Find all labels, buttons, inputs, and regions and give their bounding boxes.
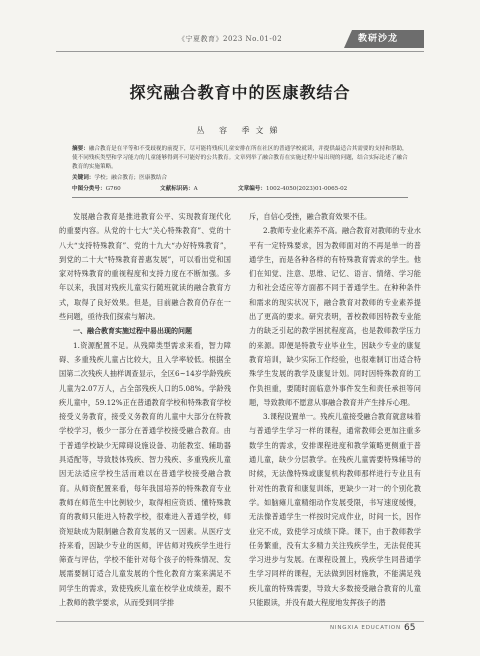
page-footer [0,621,480,635]
body-column-left [59,210,231,610]
body-paragraph: 2.教师专业化素养不高。融合教育对教师的专业水平有一定特殊要求，因为教师面对的不再是单一的普通学生，而是各种各样的有特殊教育需求的学生。他们在知觉、注意、思维、记忆、语言、情绪、学习能力和社会适应等方面都不同于普通学生。在种种条件和需求的现实状况下，融合教育对教师的专业素养提出了更高的要求。研究表明，普校教师因特教专业能力的缺乏引起的教学困扰程度高，也是教师教学压力的来源。即便是特教专业毕业生，因缺少专业的康复教育培训，缺少实际工作经验，也很难制订出适合特殊学生发展的教学及康复计划。同时因特殊教育的工作负担重，要随时面临意外事件发生和责任承担等问题，导致教师不愿意从事融合教育并产生排斥心理。 [249,226,421,407]
article-meta [72,184,408,192]
article-authors: 丛 容 季文娣 [196,126,284,135]
body-paragraph: 斥，自信心受挫，融合教育效果不佳。 [249,212,372,221]
article-number: 文章编号：1002-4050(2023)01-0065-02 [238,186,348,192]
keywords [72,173,408,181]
abstract-text: 融合教育是在平等和不受歧视的前提下，尽可能将残疾儿童安排在所在社区的普通学校就读，并提供最适合其需要的支持和帮助，使不同残疾类型和学习能力的儿童能够得到不可能好的公共教育。文章列举了融合教育在实施过程中易出现的问题，结合实际论述了融合教育的实施策略。 [72,146,408,170]
article-title: 探究融合教育中的医康教结合 [129,83,351,102]
abstract [72,145,408,172]
abstract-label: 摘要： [72,146,89,152]
meta-rule [72,197,408,198]
column-tab: 教研沙龙 [352,30,424,48]
page-header [0,30,480,52]
body-paragraph: 发展融合教育是推进教育公平、实现教育现代化的重要内容。从党的十七大“关心特殊教育”、党的十八大“支持特殊教育”、党的十九大“办好特殊教育”，到党的二十大“特殊教育普惠发展”，可以看出党和国家对特殊教育的重视程度和支持力度在不断加强。多年以来，我国对残疾儿童实行随班就读的融合教育方式，取得了良好效果。但是，目前融合教育仍存在一些问题，亟待我们探索与解决。 [59,212,231,322]
page-number: 65 [404,623,416,633]
footer-rule [56,621,424,622]
section-heading: 一、融合教育实施过程中易出现的问题 [73,327,192,336]
journal-info: 《宁夏教育》2023 No.01-02 [178,35,283,43]
header-rule [56,51,424,52]
body-paragraph: 3.课程设置单一。残疾儿童接受融合教育就意味着与普通学生学习一样的课程，通常教师会更加注重多数学生的需求，安排课程进度和教学策略更侧重于普通儿童，缺少分层教学。在残疾儿童需要特殊辅导的时候，无法像特殊或康复机构教师那样进行专业且有针对性的教育和康复训练，更缺少一对一的个别化教学。如脑瘫儿童精细动作发展受限，书写速度缓慢，无法像普通学生一样按时完成作业，时间一长，因作业完不成，致使学习成绩下降。课下，由于教师教学任务繁重，没有太多精力关注残疾学生，无法促使其学习进步与发展。在课程设置上，残疾学生同普通学生学习同样的课程，无法做到因材施教，不能满足残疾儿童的特殊需要，导致大多数接受融合教育的儿童只能跟读，并没有最大程度地发挥孩子的潜 [249,412,421,608]
keywords-text: 学校；融合教育；医康教结合 [94,175,168,181]
body-column-right [249,210,421,610]
clc-number: 中图分类号：G760 [72,186,121,192]
body-paragraph: 1.资源配置不足。从残障类型需求来看，智力障碍、多重残疾儿童占比较大，且入学率较低。根据全国第二次残疾人抽样调查显示，全区6~14岁学龄残疾儿童为2.07万人，占全部残疾人口的5.08%。学龄残疾儿童中，59.12%正在普通教育学校和特殊教育学校接受义务教育，接受义务教育的儿童中大部分在特教学校学习，极少一部分在普通学校接受融合教育。由于普通学校缺少无障碍设施设备、功能教室、辅助器具适配等，导致肢体残疾、智力残疾、多重残疾儿童因无法适应学校生活而难以在普通学校接受融合教育。从师资配置来看，每年我国培养的特殊教育专业教师在师范生中比例较少，取得相应资质、懂特殊教育的教师只能进入特教学校，很难进入普通学校，师资短缺成为限制融合教育发展的又一因素。从医疗支持来看，因缺少专业的医师，评估师对残疾学生进行筛查与评估，学校不能针对每个孩子的特殊情况、发展需要制订适合儿童发展的个性化教育方案来满足不同学生的需求，致使残疾儿童在校学业成绩差，跟不上教师的教学要求，从而受到同学排 [59,340,231,608]
document-code: 文献标识码：A [160,186,198,192]
keywords-label: 关键词： [72,175,95,181]
footer-journal-name: NINGXIA EDUCATION [330,625,401,631]
